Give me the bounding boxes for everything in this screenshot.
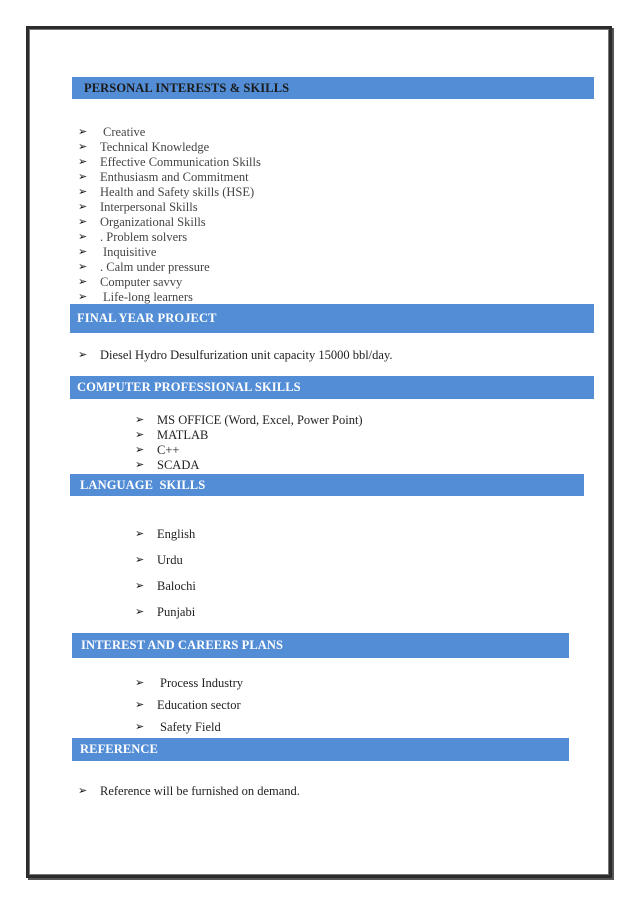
list-item: ➢ Safety Field xyxy=(135,716,243,738)
arrowhead-bullet-icon: ➢ xyxy=(78,141,88,153)
section-header-language-skills xyxy=(70,474,584,496)
arrowhead-bullet-icon: ➢ xyxy=(135,677,145,689)
list-item: ➢ Inquisitive xyxy=(78,245,157,259)
section-header-reference xyxy=(72,738,569,761)
arrowhead-bullet-icon: ➢ xyxy=(135,699,145,711)
personal-skills-list xyxy=(78,125,261,305)
list-item: ➢ Interpersonal Skills xyxy=(78,200,198,214)
list-item: ➢ Computer savvy xyxy=(78,275,183,289)
list-item: ➢ Enthusiasm and Commitment xyxy=(78,170,249,184)
list-item: ➢ English xyxy=(135,521,196,547)
list-item: ➢ Reference will be furnished on demand. xyxy=(78,784,300,798)
section-title: LANGUAGE SKILLS xyxy=(80,477,206,492)
arrowhead-bullet-icon: ➢ xyxy=(78,261,88,273)
section-title: INTEREST AND CAREERS PLANS xyxy=(81,638,284,652)
arrowhead-bullet-icon: ➢ xyxy=(78,201,88,213)
list-item: ➢ . Calm under pressure xyxy=(78,260,210,274)
list-item: ➢ Process Industry xyxy=(135,672,243,694)
arrowhead-bullet-icon: ➢ xyxy=(78,171,88,183)
section-title: FINAL YEAR PROJECT xyxy=(77,311,217,325)
arrowhead-bullet-icon: ➢ xyxy=(78,156,88,168)
list-item: ➢ Health and Safety skills (HSE) xyxy=(78,185,255,199)
list-item: ➢ Organizational Skills xyxy=(78,215,206,229)
list-item: ➢ . Problem solvers xyxy=(78,230,188,244)
arrowhead-bullet-icon: ➢ xyxy=(78,276,88,288)
arrowhead-bullet-icon: ➢ xyxy=(135,606,145,618)
section-header-personal-interests xyxy=(72,77,594,99)
arrowhead-bullet-icon: ➢ xyxy=(135,528,145,540)
list-item: ➢ Urdu xyxy=(135,547,196,573)
list-item: ➢ Life-long learners xyxy=(78,290,193,304)
arrowhead-bullet-icon: ➢ xyxy=(135,429,145,441)
list-item: ➢ MS OFFICE (Word, Excel, Power Point) xyxy=(135,413,363,427)
list-item: ➢ Balochi xyxy=(135,573,196,599)
careers-list xyxy=(135,672,243,738)
arrowhead-bullet-icon: ➢ xyxy=(78,126,88,138)
arrowhead-bullet-icon: ➢ xyxy=(78,216,88,228)
section-title: PERSONAL INTERESTS & SKILLS xyxy=(84,80,290,95)
list-item: ➢ Effective Communication Skills xyxy=(78,155,261,169)
arrowhead-bullet-icon: ➢ xyxy=(135,444,145,456)
language-list xyxy=(135,521,196,625)
section-header-computer-skills xyxy=(70,376,594,399)
arrowhead-bullet-icon: ➢ xyxy=(78,186,88,198)
arrowhead-bullet-icon: ➢ xyxy=(78,231,88,243)
arrowhead-bullet-icon: ➢ xyxy=(135,459,145,471)
arrowhead-bullet-icon: ➢ xyxy=(135,554,145,566)
list-item: ➢ C++ xyxy=(135,443,180,457)
list-item: ➢ Technical Knowledge xyxy=(78,140,210,154)
list-item: ➢ Diesel Hydro Desulfurization unit capacity 15000 bbl/day. xyxy=(78,348,393,362)
arrowhead-bullet-icon: ➢ xyxy=(78,291,88,303)
list-item: ➢ MATLAB xyxy=(135,428,209,442)
arrowhead-bullet-icon: ➢ xyxy=(78,246,88,258)
section-header-final-year-project xyxy=(70,304,594,333)
arrowhead-bullet-icon: ➢ xyxy=(78,349,88,361)
computer-skills-list xyxy=(135,413,363,473)
list-item: ➢ Creative xyxy=(78,125,146,139)
arrowhead-bullet-icon: ➢ xyxy=(78,785,88,797)
project-list xyxy=(78,347,393,363)
reference-list xyxy=(78,783,300,799)
arrowhead-bullet-icon: ➢ xyxy=(135,721,145,733)
section-title: REFERENCE xyxy=(80,742,158,756)
list-item: ➢ SCADA xyxy=(135,458,200,472)
arrowhead-bullet-icon: ➢ xyxy=(135,580,145,592)
list-item: ➢ Education sector xyxy=(135,694,243,716)
list-item: ➢ Punjabi xyxy=(135,599,196,625)
section-title: COMPUTER PROFESSIONAL SKILLS xyxy=(77,380,301,394)
arrowhead-bullet-icon: ➢ xyxy=(135,414,145,426)
section-header-careers-plans xyxy=(72,633,569,658)
